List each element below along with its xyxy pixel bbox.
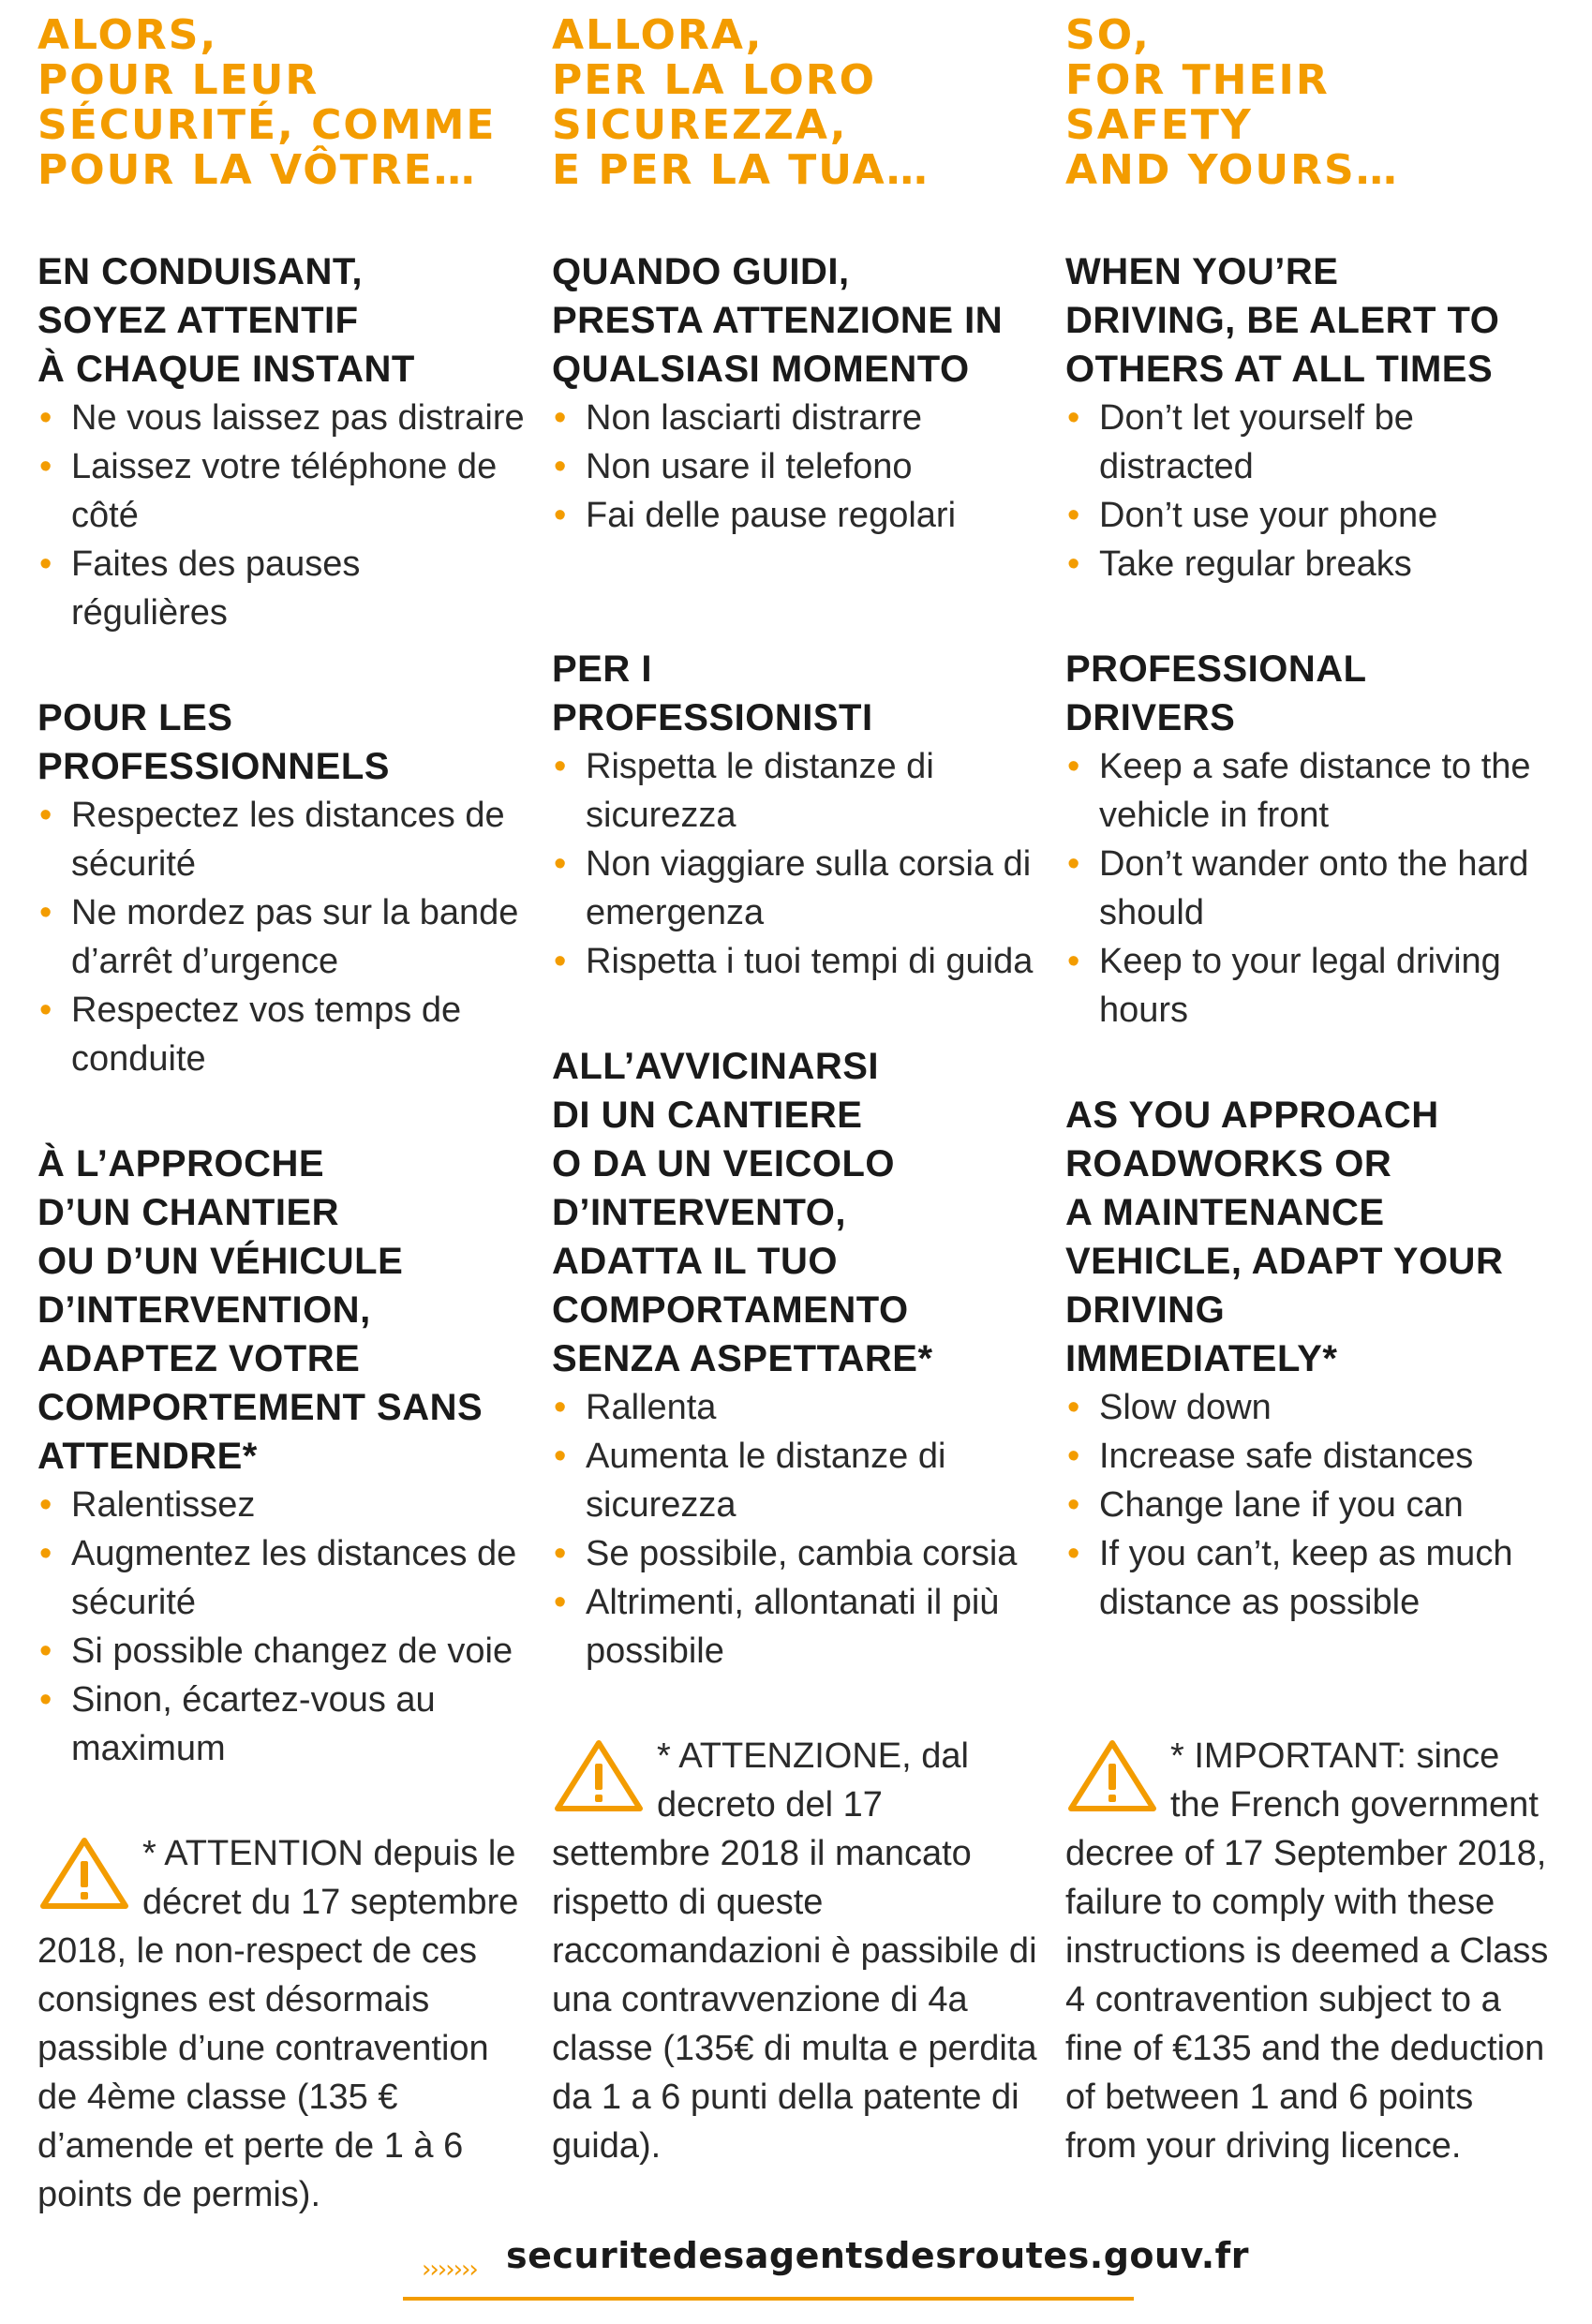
list-item: • Don’t wander onto the hard should [1065,840,1553,937]
section-heading: POUR LES PROFESSIONNELS [37,697,390,787]
column-title: ALLORA, PER LA LORO SICUREZZA, E PER LA TUA… [552,11,930,194]
section-heading: PER I PROFESSIONISTI [552,648,873,738]
list-item: • Take regular breaks [1065,540,1553,588]
list-item: • Keep a safe distance to the vehicle in front [1065,742,1553,840]
footer-underline [403,2297,1134,2301]
column-english [1065,13,1553,2170]
bullet-list [552,1383,1039,1676]
list-item: • Se possibile, cambia corsia [552,1529,1039,1578]
bullet-list [552,742,1039,986]
section-professionals [37,693,525,1083]
warning-triangle-icon [552,1737,646,1812]
list-item: • Respectez vos temps de conduite [37,986,525,1083]
section-attentive [1065,247,1553,588]
section-attentive [552,247,1039,540]
list-item: • Faites des pauses régulières [37,540,525,637]
column-italian [552,13,1039,2170]
website-link[interactable] [403,2233,1249,2299]
bullet-list [37,791,525,1083]
list-item: • Ralentissez [37,1481,525,1529]
section-professionals [552,645,1039,986]
column-title: ALORS, POUR LEUR SÉCURITÉ, COMME POUR LA VÔTRE… [37,11,497,194]
section-roadworks [1065,1091,1553,1627]
attention-notice [37,1829,525,2219]
bullet-list [552,394,1039,540]
list-item: • Si possible changez de voie [37,1627,525,1676]
bullet-list [1065,394,1553,588]
section-heading: QUANDO GUIDI, PRESTA ATTENZIONE IN QUALSIASI MOMENTO [552,251,1004,390]
website-url[interactable]: securitedesagentsdesroutes.gouv.fr [506,2235,1249,2276]
section-heading: EN CONDUISANT, SOYEZ ATTENTIF À CHAQUE INSTANT [37,251,415,390]
bullet-list [1065,1383,1553,1627]
list-item: • Augmentez les distances de sécurité [37,1529,525,1627]
list-item: • Don’t let yourself be distracted [1065,394,1553,491]
column-title: SO, FOR THEIR SAFETY AND YOURS… [1065,11,1399,194]
attention-text: * ATTENTION depuis le décret du 17 septembre 2018, le non-respect de ces consignes est désormais passible d’une contravention de 4ème classe (135 € d’amende et perte de 1 à 6 points de permis). [37,1834,519,2214]
list-item: • Sinon, écartez-vous au maximum [37,1676,525,1773]
list-item: • Increase safe distances [1065,1432,1553,1481]
section-heading: AS YOU APPROACH ROADWORKS OR A MAINTENANCE VEHICLE, ADAPT YOUR DRIVING IMMEDIATELY* [1065,1095,1504,1379]
warning-triangle-icon [1065,1737,1159,1812]
list-item: • Rispetta le distanze di sicurezza [552,742,1039,840]
section-roadworks [37,1140,525,1773]
list-item: • Rallenta [552,1383,1039,1432]
section-attentive [37,247,525,637]
bullet-list [37,394,525,637]
list-item: • Altrimenti, allontanati il più possibile [552,1578,1039,1676]
attention-text: * IMPORTANT: since the French government decree of 17 September 2018, failure to comply with these instructions is deemed a Class 4 contravention subject to a fine of €135 and the deduction of between 1 and 6 points from your driving licence. [1065,1736,1549,2166]
section-roadworks [552,1042,1039,1676]
list-item: • If you can’t, keep as much distance as possible [1065,1529,1553,1627]
list-item: • Ne vous laissez pas distraire [37,394,525,442]
bullet-list [1065,742,1553,1035]
list-item: • Laissez votre téléphone de côté [37,442,525,540]
list-item: • Slow down [1065,1383,1553,1432]
list-item: • Non viaggiare sulla corsia di emergenza [552,840,1039,937]
list-item: • Non usare il telefono [552,442,1039,491]
column-french [37,13,525,2219]
list-item: • Don’t use your phone [1065,491,1553,540]
bullet-list [37,1481,525,1773]
list-item: • Non lasciarti distrarre [552,394,1039,442]
list-item: • Rispetta i tuoi tempi di guida [552,937,1039,986]
attention-text: * ATTENZIONE, dal decreto del 17 settembre 2018 il mancato rispetto di queste raccomandazioni è passibile di una contravvenzione di 4a classe (135€ di multa e perdita da 1 a 6 punti della patente di guida). [552,1736,1037,2166]
section-heading: PROFESSIONAL DRIVERS [1065,648,1367,738]
list-item: • Change lane if you can [1065,1481,1553,1529]
section-heading: À L’APPROCHE D’UN CHANTIER OU D’UN VÉHICULE D’INTERVENTION, ADAPTEZ VOTRE COMPORTEMENT SANS ATTENDRE* [37,1143,484,1477]
section-professionals [1065,645,1553,1035]
attention-notice [552,1732,1039,2170]
attention-notice [1065,1732,1553,2170]
list-item: • Fai delle pause regolari [552,491,1039,540]
list-item: • Ne mordez pas sur la bande d’arrêt d’urgence [37,888,525,986]
section-heading: ALL’AVVICINARSI DI UN CANTIERE O DA UN VEICOLO D’INTERVENTO, ADATTA IL TUO COMPORTAMENTO SENZA ASPETTARE* [552,1046,933,1379]
list-item: • Aumenta le distanze di sicurezza [552,1432,1039,1529]
section-heading: WHEN YOU’RE DRIVING, BE ALERT TO OTHERS AT ALL TIMES [1065,251,1500,390]
warning-triangle-icon [37,1835,131,1910]
chevron-right-icon: ››››››› [422,2256,477,2284]
list-item: • Keep to your legal driving hours [1065,937,1553,1035]
list-item: • Respectez les distances de sécurité [37,791,525,888]
